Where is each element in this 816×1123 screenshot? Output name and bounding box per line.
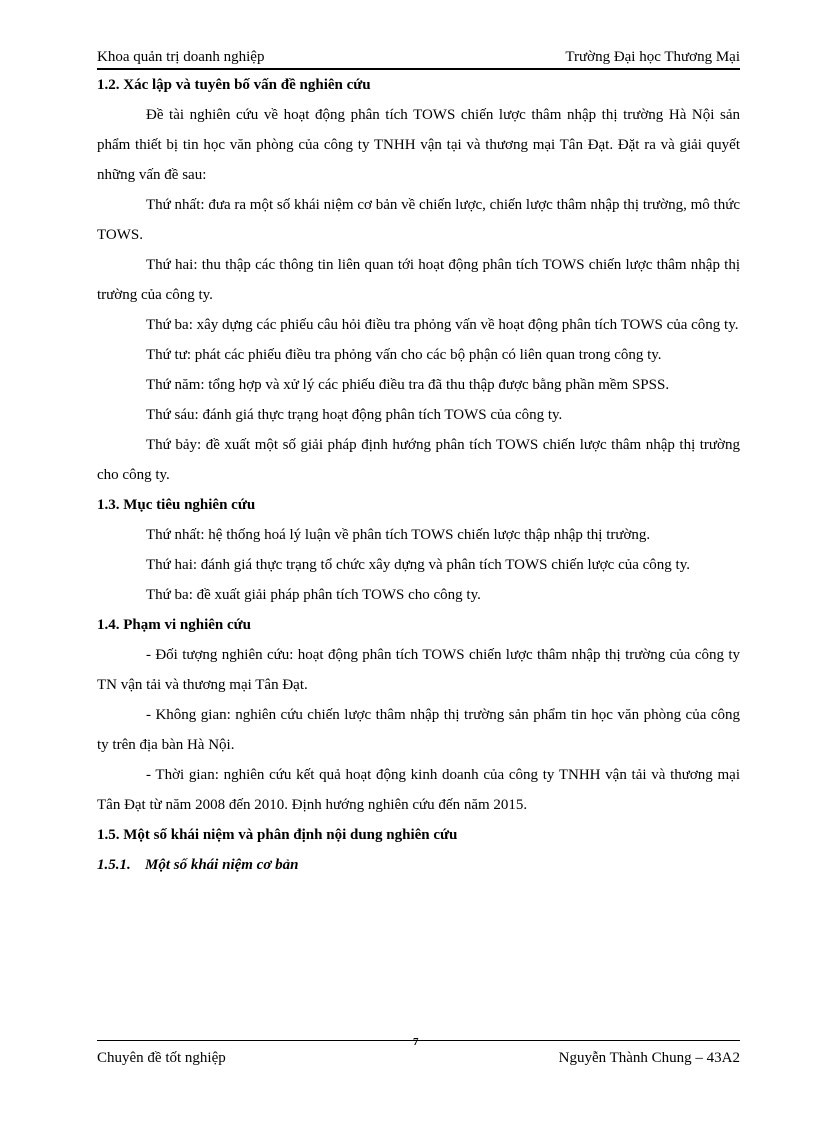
- paragraph: Thứ nhất: đưa ra một số khái niệm cơ bản về chiến lược, chiến lược thâm nhập thị trường, mô thức TOWS.: [97, 197, 740, 243]
- section-heading-1-2: 1.2. Xác lập và tuyên bố vấn đề nghiên cứu: [97, 77, 371, 93]
- page-footer: [97, 1036, 740, 1067]
- footer-document-type: Chuyên đề tốt nghiệp: [97, 1050, 226, 1066]
- paragraph: Thứ ba: đề xuất giải pháp phân tích TOWS cho công ty.: [146, 587, 481, 603]
- section-heading-1-5: 1.5. Một số khái niệm và phân định nội dung nghiên cứu: [97, 827, 458, 843]
- paragraph: Thứ ba: xây dựng các phiếu câu hỏi điều tra phỏng vấn về hoạt động phân tích TOWS của công ty.: [146, 317, 739, 333]
- page-number: 7: [413, 1036, 419, 1048]
- paragraph: Thứ hai: thu thập các thông tin liên quan tới hoạt động phân tích TOWS chiến lược thâm nhập thị trường của công ty.: [97, 257, 740, 303]
- paragraph: Thứ tư: phát các phiếu điều tra phỏng vấn cho các bộ phận có liên quan trong công ty.: [146, 347, 662, 363]
- paragraph: - Thời gian: nghiên cứu kết quả hoạt động kinh doanh của công ty TNHH vận tải và thương mại Tân Đạt từ năm 2008 đến 2010. Định hướng nghiên cứu đến năm 2015.: [97, 767, 740, 813]
- paragraph: Đề tài nghiên cứu về hoạt động phân tích TOWS chiến lược thâm nhập thị trường Hà Nội sản phẩm thiết bị tin học văn phòng của công ty TNHH vận tại và thương mại Tân Đạt. Đặt ra và giải quyết những vấn đề sau:: [97, 107, 740, 183]
- paragraph: Thứ nhất: hệ thống hoá lý luận về phân tích TOWS chiến lược thập nhập thị trường.: [146, 527, 651, 543]
- footer-author: Nguyễn Thành Chung – 43A2: [558, 1050, 740, 1066]
- page-header: [97, 46, 740, 70]
- paragraph: - Đối tượng nghiên cứu: hoạt động phân tích TOWS chiến lược thâm nhập thị trường của công ty TN vận tải và thương mại Tân Đạt.: [97, 647, 740, 693]
- header-faculty: Khoa quản trị doanh nghiệp: [97, 49, 265, 65]
- paragraph: Thứ bảy: đề xuất một số giải pháp định hướng phân tích TOWS chiến lược thâm nhập thị trường cho công ty.: [97, 437, 740, 483]
- header-university: Trường Đại học Thương Mại: [565, 49, 740, 65]
- paragraph: Thứ sáu: đánh giá thực trạng hoạt động phân tích TOWS của công ty.: [146, 407, 563, 423]
- section-heading-1-4: 1.4. Phạm vi nghiên cứu: [97, 617, 252, 633]
- paragraph: - Không gian: nghiên cứu chiến lược thâm nhập thị trường sản phẩm tin học văn phòng của công ty trên địa bàn Hà Nội.: [97, 707, 740, 753]
- subsection-heading-1-5-1: [97, 850, 740, 880]
- paragraph: Thứ năm: tổng hợp và xử lý các phiếu điều tra đã thu thập được bằng phần mềm SPSS.: [146, 377, 670, 393]
- subsection-number: 1.5.1.: [97, 857, 131, 873]
- paragraph: Thứ hai: đánh giá thực trạng tổ chức xây dựng và phân tích TOWS chiến lược của công ty.: [146, 557, 690, 573]
- section-heading-1-3: 1.3. Mục tiêu nghiên cứu: [97, 497, 256, 513]
- document-body: [97, 70, 740, 880]
- subsection-title: Một số khái niệm cơ bản: [145, 857, 299, 873]
